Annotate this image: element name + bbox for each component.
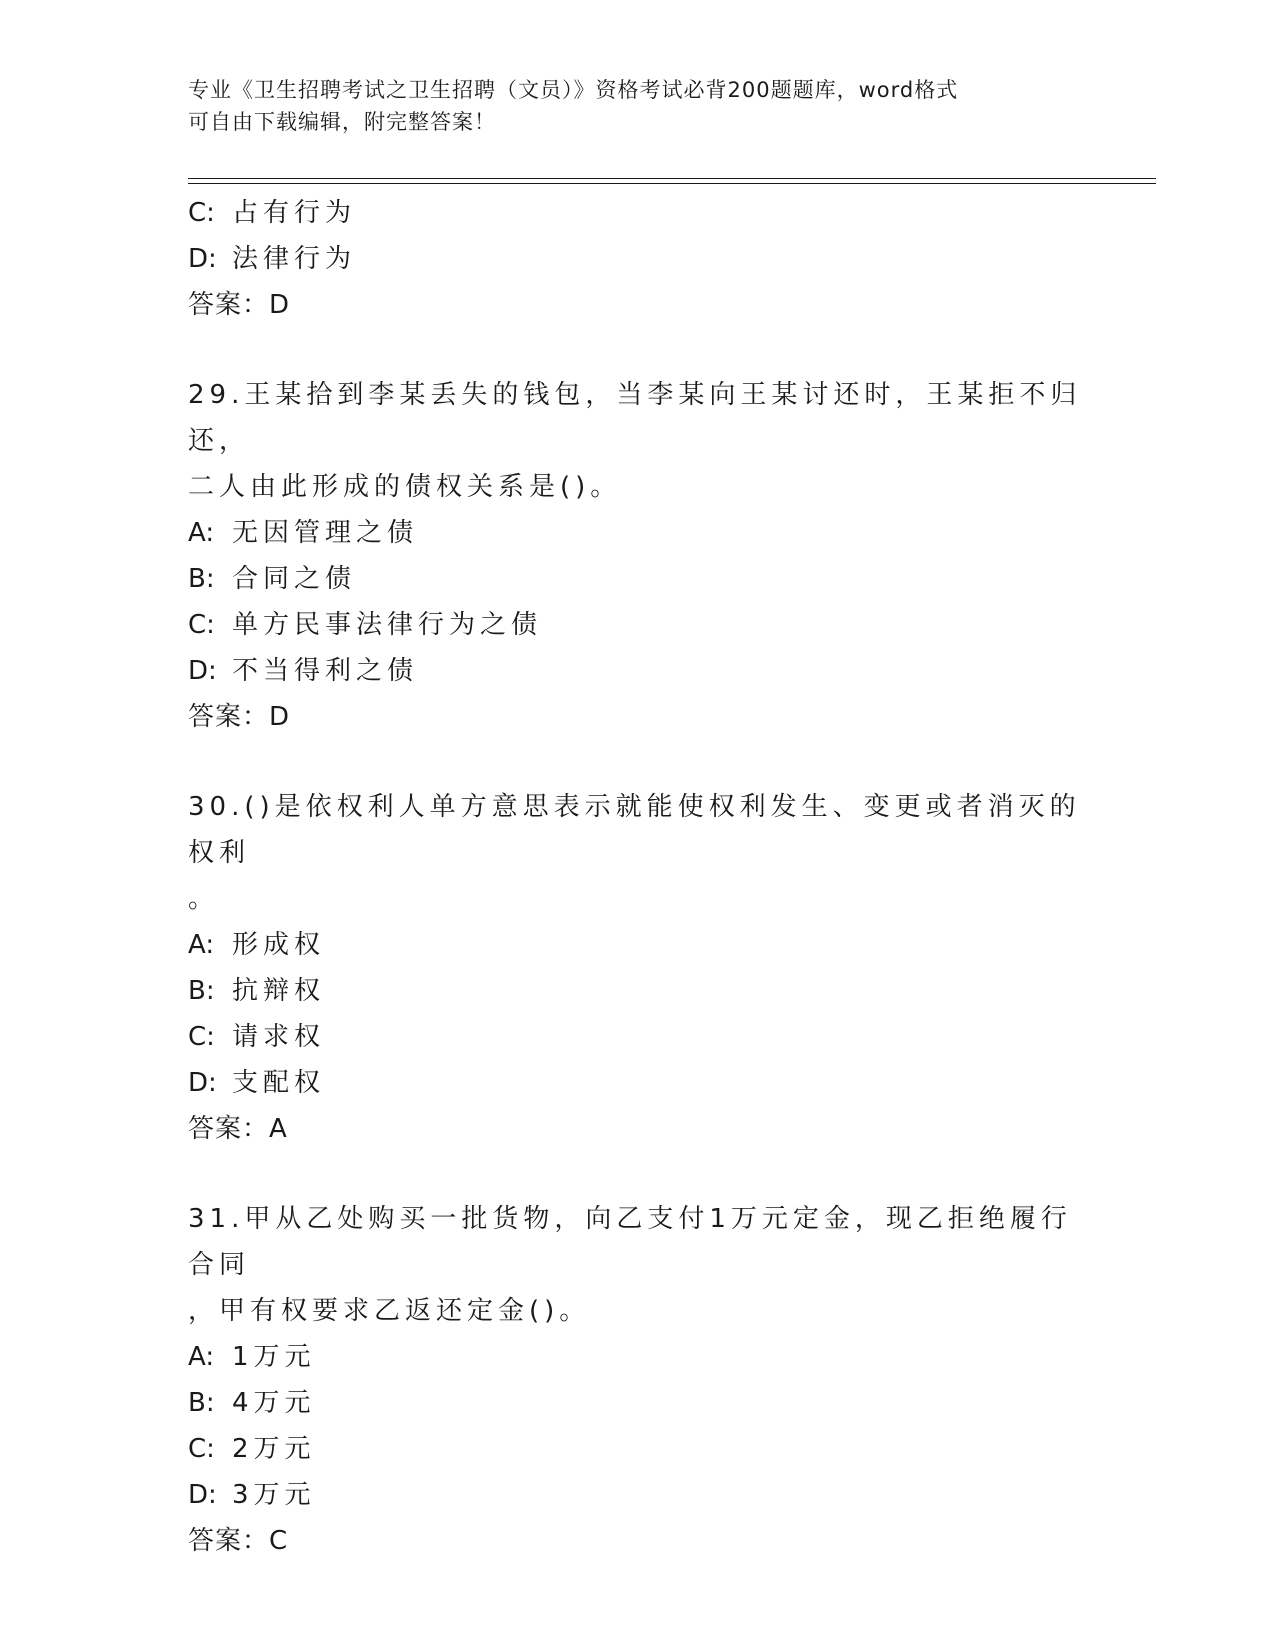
question-text: 29.王某拾到李某丢失的钱包，当李某向王某讨还时，王某拒不归还， 二人由此形成的债权关系是()。: [188, 380, 1082, 502]
question-28-continued: [188, 190, 1088, 328]
option-key: A:: [188, 518, 215, 548]
option-text: 合同之债: [232, 564, 357, 594]
option-d: [188, 1472, 1088, 1518]
option-c: [188, 602, 1088, 648]
question-list: [188, 190, 1088, 1564]
header-line-1: 专业《卫生招聘考试之卫生招聘（文员）》资格考试必背200题题库，word格式: [188, 78, 959, 102]
option-text: 单方民事法律行为之债: [232, 610, 543, 640]
option-text: 形成权: [232, 930, 326, 960]
option-text: 2万元: [232, 1434, 316, 1464]
question-29: [188, 372, 1088, 740]
option-d: [188, 648, 1088, 694]
option-b: [188, 968, 1088, 1014]
document-header: [188, 74, 1068, 138]
option-a: [188, 922, 1088, 968]
answer-line: 答案：A: [188, 1114, 288, 1144]
option-key: A:: [188, 930, 215, 960]
option-b: [188, 556, 1088, 602]
option-text: 法律行为: [232, 244, 357, 274]
option-text: 不当得利之债: [232, 656, 419, 686]
option-key: D:: [188, 244, 217, 274]
option-text: 4万元: [232, 1388, 316, 1418]
option-c: [188, 190, 1088, 236]
option-key: C:: [188, 198, 215, 228]
option-key: B:: [188, 976, 215, 1006]
option-text: 无因管理之债: [232, 518, 419, 548]
header-rule-bottom: [188, 183, 1156, 184]
option-key: A:: [188, 1342, 215, 1372]
answer-line: 答案：D: [188, 702, 291, 732]
option-c: [188, 1014, 1088, 1060]
option-key: C:: [188, 610, 215, 640]
option-key: D:: [188, 1480, 217, 1510]
option-text: 抗辩权: [232, 976, 326, 1006]
option-d: [188, 1060, 1088, 1106]
header-rule-top: [188, 178, 1156, 179]
option-c: [188, 1426, 1088, 1472]
option-key: D:: [188, 1068, 217, 1098]
question-text: 30.()是依权利人单方意思表示就能使权利发生、变更或者消灭的权利 。: [188, 792, 1081, 914]
option-b: [188, 1380, 1088, 1426]
option-d: [188, 236, 1088, 282]
option-key: D:: [188, 656, 217, 686]
option-key: C:: [188, 1022, 215, 1052]
question-30: [188, 784, 1088, 1152]
question-text: 31.甲从乙处购买一批货物，向乙支付1万元定金，现乙拒绝履行合同 ，甲有权要求乙返还定金()。: [188, 1204, 1072, 1326]
option-key: C:: [188, 1434, 215, 1464]
option-key: B:: [188, 564, 215, 594]
question-31: [188, 1196, 1088, 1564]
answer-line: 答案：C: [188, 1526, 289, 1556]
option-text: 支配权: [232, 1068, 326, 1098]
option-a: [188, 510, 1088, 556]
answer-line: 答案：D: [188, 290, 291, 320]
option-a: [188, 1334, 1088, 1380]
option-key: B:: [188, 1388, 215, 1418]
option-text: 占有行为: [232, 198, 357, 228]
header-line-2: 可自由下载编辑，附完整答案！: [188, 110, 496, 134]
option-text: 3万元: [232, 1480, 316, 1510]
option-text: 请求权: [232, 1022, 326, 1052]
option-text: 1万元: [232, 1342, 316, 1372]
